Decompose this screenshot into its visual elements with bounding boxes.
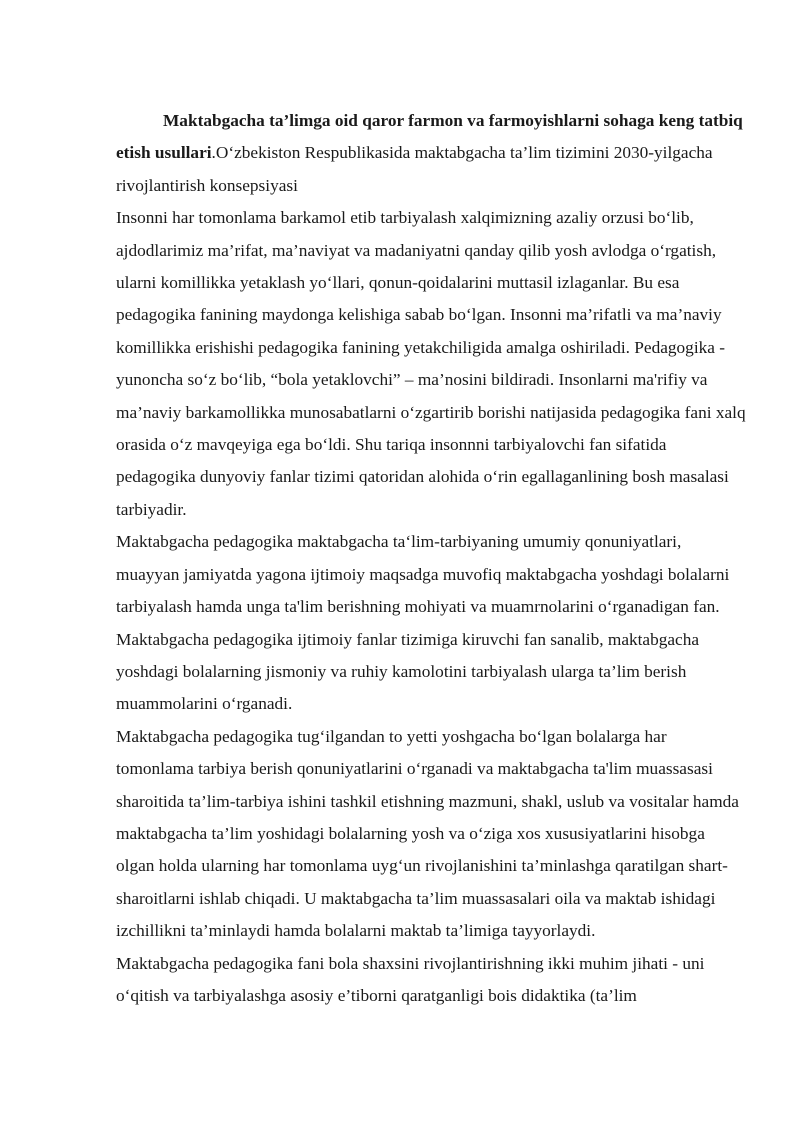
document-title: Maktabgacha ta’limga oid qaror farmon va farmoyishlarni sohaga keng tatbiq etish usullari	[116, 111, 743, 163]
paragraph-3: Maktabgacha pedagogika tug‘ilgandan to yetti yoshgacha bo‘lgan bolalarga har tomonlama tarbiya berish qonuniyatlarini o‘rganadi va maktabgacha ta'lim muassasasi sharoitida ta’lim-tarbiya ishini tashkil etishning mazmuni, shakl, uslub va vositalar hamda maktabgacha ta’lim yoshidagi bolalarning yosh va o‘ziga xos xususiyatlarini hisobga olgan holda ularning har tomonlama uyg‘un rivojlanishini ta’minlashga qaratilgan shart-sharoitlarni ishlab chiqadi. U maktabgacha ta’lim muassasalari oila va maktab ishidagi izchillikni ta’minlaydi hamda bolalarni maktab ta’limiga tayyorlaydi.	[116, 726, 739, 941]
paragraph-2: Maktabgacha pedagogika maktabgacha ta‘lim-tarbiyaning umumiy qonuniyatlari, muayyan jamiyatda yagona ijtimoiy maqsadga muvofiq maktabgacha yoshdagi bolalarni tarbiyalash hamda unga ta'lim berishning mohiyati va muamrnolarini o‘rganadigan fan. Maktabgacha pedagogika ijtimoiy fanlar tizimiga kiruvchi fan sanalib, maktabgacha yoshdagi bolalarning jismoniy va ruhiy kamolotini tarbiyalash ularga ta’lim berish muammolarini o‘rganadi.	[116, 532, 730, 714]
paragraph-1: Insonni har tomonlama barkamol etib tarbiyalash xalqimizning azaliy orzusi bo‘lib, ajdodlarimiz ma’rifat, ma’naviyat va madaniyatni qanday qilib yosh avlodga o‘rgatish, ularni komillikka yetaklash yo‘llari, qonun-qoidalarini muttasil izlaganlar. Bu esa pedagogika fanining maydonga kelishiga sabab bo‘lgan. Insonni ma’rifatli va ma’naviy komillikka erishishi pedagogika fanining yetakchiligida amalga oshiriladi. Pedagogika - yunoncha so‘z bo‘lib, “bola yetaklovchi” – ma’nosini bildiradi. Insonlarni ma'rifiy va ma’naviy barkamollikka munosabatlarni o‘zgartirib borishi natijasida pedagogika fani xalq orasida o‘z mavqeyiga ega bo‘ldi. Shu tariqa insonnni tarbiyalovchi fan sifatida pedagogika dunyoviy fanlar tizimi qatoridan alohida o‘rin egallaganlining bosh masalasi tarbiyadir.	[116, 208, 746, 519]
document-body	[116, 105, 746, 1012]
title-paragraph	[116, 105, 746, 202]
paragraph-4: Maktabgacha pedagogika fani bola shaxsini rivojlantirishning ikki muhim jihati - uni o‘qitish va tarbiyalashga asosiy e’tiborni qaratganligi bois didaktika (ta’lim	[116, 953, 705, 1005]
title-continuation: .O‘zbekiston Respublikasida maktabgacha ta’lim tizimini 2030-yilgacha rivojlantirish konsepsiyasi	[116, 143, 713, 195]
